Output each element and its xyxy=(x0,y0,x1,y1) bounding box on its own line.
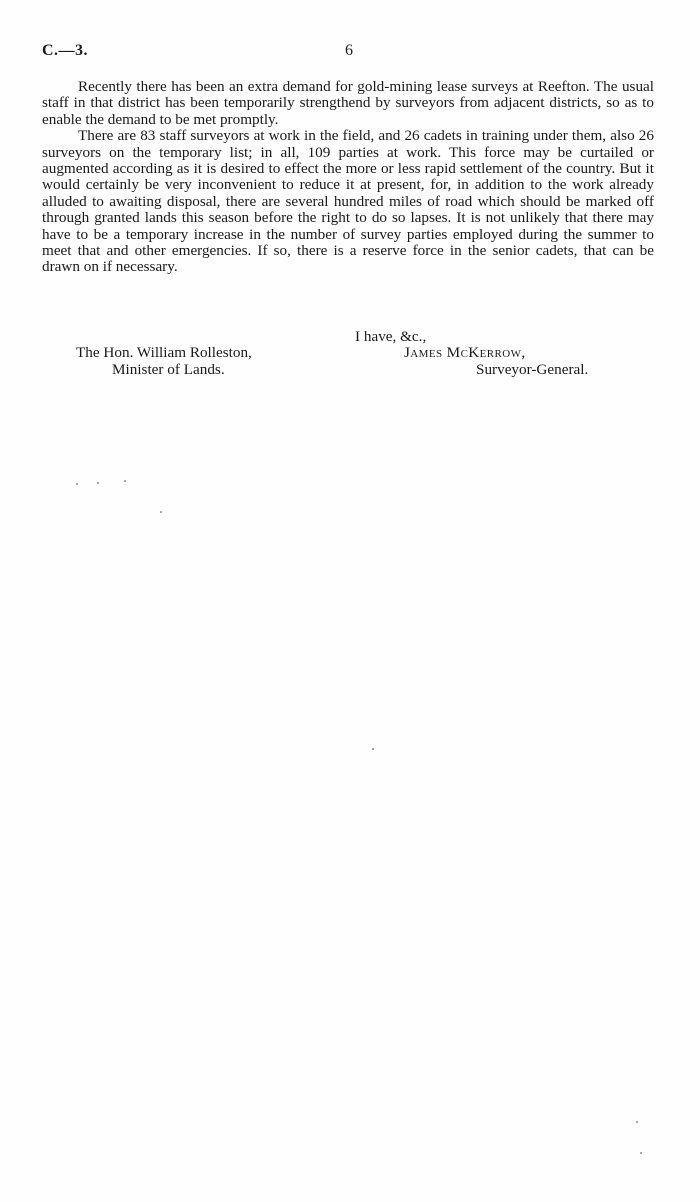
scan-speck xyxy=(160,511,162,513)
addressee-title: Minister of Lands. xyxy=(112,361,225,378)
scan-speck xyxy=(636,1121,638,1123)
paragraph-staff-surveyors: There are 83 staff surveyors at work in the field, and 26 cadets in training under them, also 26 surveyors on the temporary list; in all, 109 parties at work. This force may be curtailed or augmented according as it is desired to effect the more or less rapid settlement of the country. But it would certainly be very inconvenient to reduce it at present, for, in addition to the work already alluded to awaiting disposal, there are several hundred miles of road which should be marked off through granted lands this season before the right to do so lapses. It is not unlikely that there may have to be a temporary increase in the number of survey parties employed during the summer to meet that and other emergencies. If so, there is a reserve force in the senior cadets, that can be drawn on if necessary. xyxy=(42,127,654,276)
paragraph-gold-mining-surveys: Recently there has been an extra demand for gold-mining lease surveys at Reefton. The usual staff in that district has been temporarily strengthend by surveyors from adjacent districts, so as to enable the demand to be met promptly. xyxy=(42,78,654,128)
scan-speck xyxy=(97,482,99,484)
document-reference: C.—3. xyxy=(42,42,89,59)
signatory-name: James McKerrow, xyxy=(404,344,526,361)
addressee-block xyxy=(76,344,252,378)
page-number: 6 xyxy=(345,42,353,59)
letter-body xyxy=(42,79,654,276)
signature-block xyxy=(404,344,644,378)
letter-closing: I have, &c., xyxy=(355,328,427,345)
scan-speck xyxy=(640,1152,642,1154)
signatory-title: Surveyor-General. xyxy=(476,361,589,378)
scan-speck xyxy=(372,748,374,750)
scan-speck xyxy=(124,480,126,482)
addressee-name: The Hon. William Rolleston, xyxy=(76,344,252,361)
scan-speck xyxy=(76,483,78,485)
page-header xyxy=(42,40,654,64)
